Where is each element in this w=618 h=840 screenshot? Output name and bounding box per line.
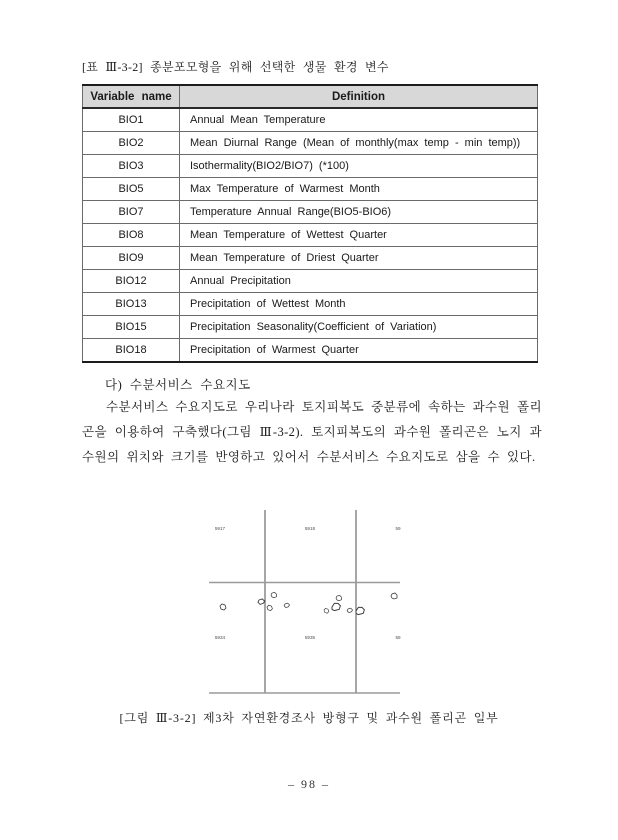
variable-name-cell: BIO9 xyxy=(83,247,180,270)
definition-cell: Mean Diurnal Range (Mean of monthly(max temp - min temp)) xyxy=(180,132,538,155)
table-row xyxy=(83,339,538,363)
definition-cell: Max Temperature of Warmest Month xyxy=(180,178,538,201)
definition-cell: Mean Temperature of Driest Quarter xyxy=(180,247,538,270)
definition-cell: Annual Mean Temperature xyxy=(180,108,538,132)
map-sheet-label: 59 xyxy=(395,635,401,640)
body-paragraph: 수분서비스 수요지도로 우리나라 토지피복도 중분류에 속하는 과수원 폴리곤을 이용하여 구축했다(그림 Ⅲ-3-2). 토지피복도의 과수원 폴리곤은 노지 과수원의 위치와 크기를 반영하고 있어서 수분서비스 수요지도로 삼을 수 있다. xyxy=(82,400,542,464)
variable-name-cell: BIO15 xyxy=(83,316,180,339)
table-row xyxy=(83,293,538,316)
orchard-polygon xyxy=(284,603,289,608)
orchard-polygon xyxy=(267,605,272,610)
map-sheet-label: 5917 xyxy=(214,526,226,531)
orchard-polygon xyxy=(271,592,276,597)
orchard-polygon xyxy=(336,595,341,600)
variable-name-cell: BIO12 xyxy=(83,270,180,293)
definition-cell: Temperature Annual Range(BIO5-BIO6) xyxy=(180,201,538,224)
orchard-polygon xyxy=(356,607,364,614)
orchard-polygon xyxy=(347,608,352,613)
section-heading: 다) 수분서비스 수요지도 xyxy=(105,378,251,392)
variable-name-cell: BIO18 xyxy=(83,339,180,363)
table-row xyxy=(83,155,538,178)
definition-cell: Isothermality(BIO2/BIO7) (*100) xyxy=(180,155,538,178)
table-row xyxy=(83,247,538,270)
figure-caption: [그림 Ⅲ-3-2] 제3차 자연환경조사 방형구 및 과수원 폴리곤 일부 xyxy=(119,711,499,725)
table-row xyxy=(83,178,538,201)
bio-variables-table xyxy=(82,84,538,363)
table-row xyxy=(83,108,538,132)
table-header-definition: Definition xyxy=(180,85,538,108)
table-row xyxy=(83,224,538,247)
variable-name-cell: BIO7 xyxy=(83,201,180,224)
definition-cell: Mean Temperature of Wettest Quarter xyxy=(180,224,538,247)
map-sheet-label: 59 xyxy=(395,526,401,531)
table-row xyxy=(83,201,538,224)
table-header-variable: Variable name xyxy=(83,85,180,108)
orchard-polygon xyxy=(391,593,397,599)
table-caption: [표 Ⅲ-3-2] 종분포모형을 위해 선택한 생물 환경 변수 xyxy=(82,60,389,74)
variable-name-cell: BIO1 xyxy=(83,108,180,132)
page-number: – 98 – xyxy=(288,777,330,791)
orchard-polygon xyxy=(258,599,265,605)
definition-cell: Precipitation of Wettest Month xyxy=(180,293,538,316)
map-sheet-label: 5935 xyxy=(304,635,316,640)
definition-cell: Precipitation Seasonality(Coefficient of Variation) xyxy=(180,316,538,339)
variable-name-cell: BIO3 xyxy=(83,155,180,178)
figure-quadrat-map xyxy=(168,500,450,705)
orchard-polygon xyxy=(332,603,340,610)
orchard-polygon xyxy=(220,604,226,610)
variable-name-cell: BIO13 xyxy=(83,293,180,316)
quadrat-map-canvas xyxy=(168,500,450,705)
definition-cell: Annual Precipitation xyxy=(180,270,538,293)
variable-name-cell: BIO2 xyxy=(83,132,180,155)
orchard-polygon xyxy=(324,608,329,613)
map-sheet-label: 5934 xyxy=(214,635,226,640)
definition-cell: Precipitation of Warmest Quarter xyxy=(190,344,359,356)
table-header-row xyxy=(83,85,538,108)
table-row xyxy=(83,316,538,339)
table-row xyxy=(83,270,538,293)
variable-name-cell: BIO5 xyxy=(83,178,180,201)
table-row xyxy=(83,132,538,155)
map-sheet-label: 5918 xyxy=(304,526,316,531)
variable-name-cell: BIO8 xyxy=(83,224,180,247)
